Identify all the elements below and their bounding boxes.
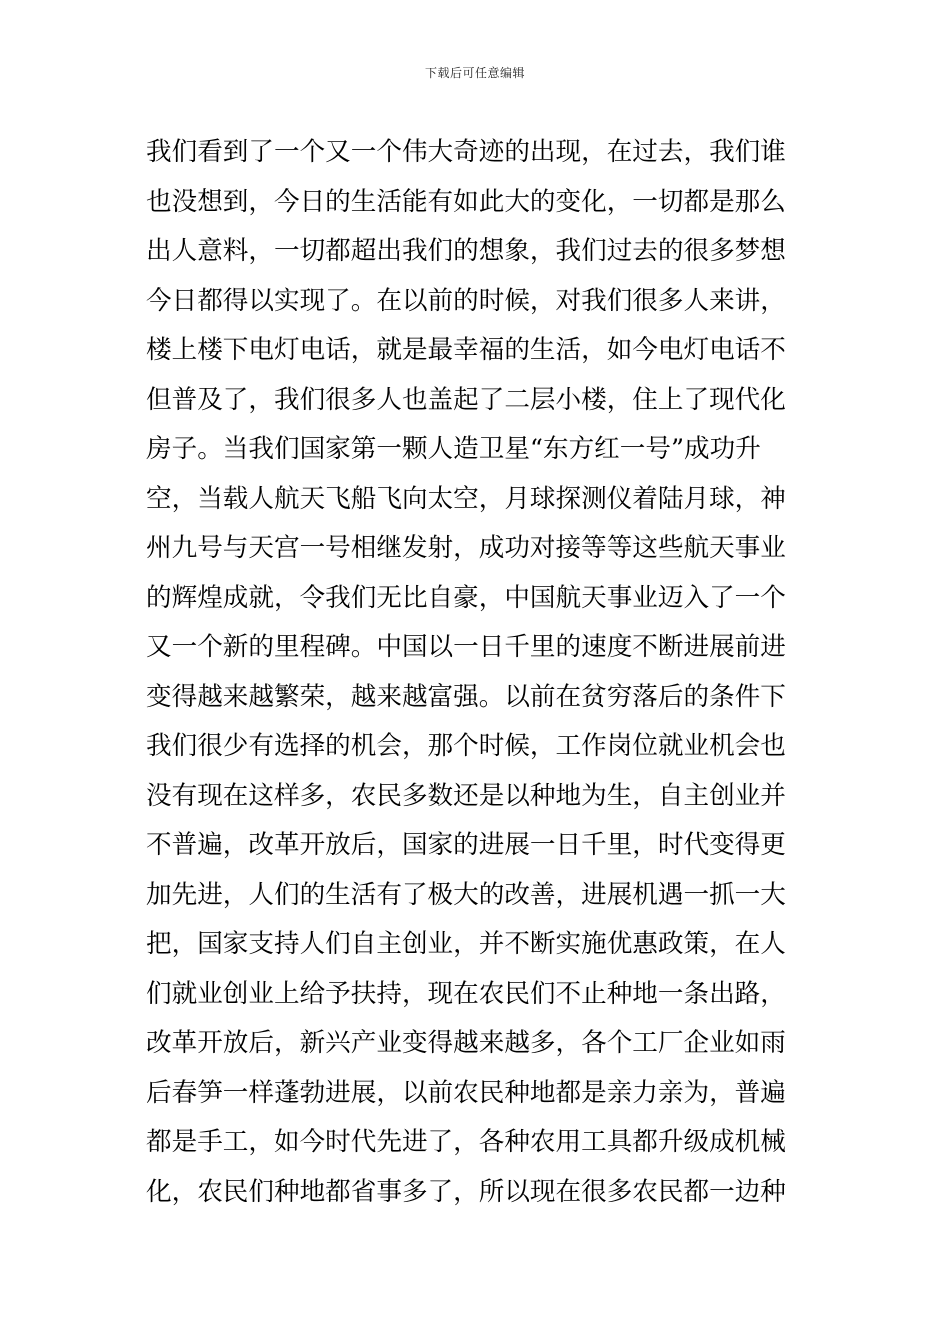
text-line: 但普及了，我们很多人也盖起了二层小楼，住上了现代化: [146, 384, 786, 415]
text-line: 也没想到，今日的生活能有如此大的变化，一切都是那么: [146, 186, 786, 217]
text-line: 后春笋一样蓬勃进展，以前农民种地都是亲力亲为，普遍: [146, 1077, 786, 1108]
page-header: 下载后可任意编辑: [424, 66, 525, 80]
text-line: 州九号与天宫一号相继发射，成功对接等等这些航天事业: [146, 533, 786, 563]
text-line: 们就业创业上给予扶持，现在农民们不止种地一条出路，: [146, 978, 786, 1009]
text-line: 今日都得以实现了。在以前的时候，对我们很多人来讲，: [146, 285, 786, 316]
text-line: 没有现在这样多，农民多数还是以种地为生，自主创业并: [146, 780, 786, 811]
text-line: 出人意料，一切都超出我们的想象，我们过去的很多梦想: [146, 236, 786, 266]
text-line: 变得越来越繁荣，越来越富强。以前在贫穷落后的条件下: [146, 681, 786, 712]
text-line: 的辉煌成就，令我们无比自豪，中国航天事业迈入了一个: [146, 582, 786, 613]
text-line: 化，农民们种地都省事多了，所以现在很多农民都一边种: [146, 1176, 786, 1207]
text-line: 我们看到了一个又一个伟大奇迹的出现，在过去，我们谁: [146, 137, 786, 167]
text-line: 不普遍，改革开放后，国家的进展一日千里，时代变得更: [146, 830, 786, 860]
text-line: 改革开放后，新兴产业变得越来越多，各个工厂企业如雨: [146, 1028, 786, 1058]
text-line: 空，当载人航天飞船飞向太空，月球探测仪着陆月球，神: [146, 483, 786, 514]
text-line: 我们很少有选择的机会，那个时候，工作岗位就业机会也: [146, 731, 786, 761]
text-line: 把，国家支持人们自主创业，并不断实施优惠政策，在人: [146, 929, 786, 959]
body-text: [146, 128, 810, 1217]
text-line: 都是手工，如今时代先进了，各种农用工具都升级成机械: [146, 1127, 786, 1157]
text-line: 加先进，人们的生活有了极大的改善，进展机遇一抓一大: [146, 879, 786, 910]
text-line: 房子。当我们国家第一颗人造卫星“东方红一号”成功升: [146, 434, 761, 464]
text-line: 又一个新的里程碑。中国以一日千里的速度不断进展前进: [146, 632, 786, 662]
text-line: 楼上楼下电灯电话，就是最幸福的生活，如今电灯电话不: [146, 335, 786, 365]
